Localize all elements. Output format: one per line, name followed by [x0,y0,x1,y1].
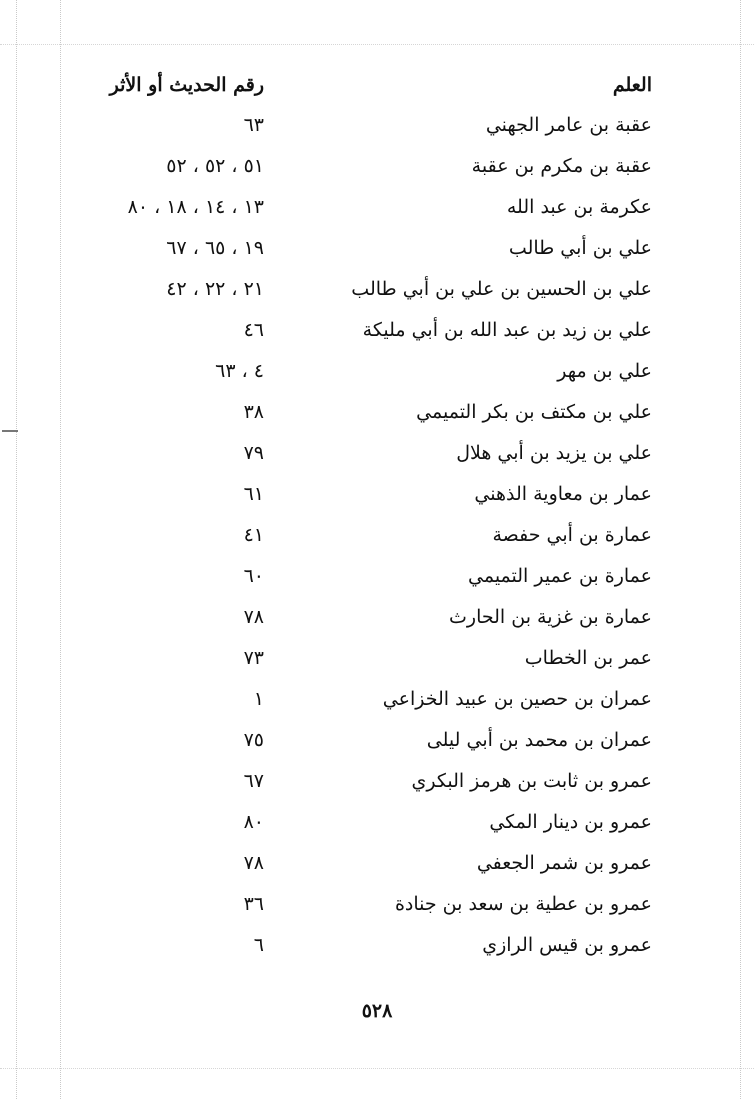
index-row [90,436,656,477]
index-header [90,68,656,108]
index-row [90,641,656,682]
narrator-name: علي بن زيد بن عبد الله بن أبي مليكة [362,319,652,341]
narrator-name: علي بن مهر [557,360,652,382]
narrator-name: عمران بن محمد بن أبي ليلى [426,729,652,751]
reference-numbers: ٦ [253,934,264,956]
index-row [90,477,656,518]
index-row [90,559,656,600]
index-row [90,846,656,887]
scan-guide-line [0,44,754,45]
reference-numbers: ٨٠ [243,811,264,833]
index-row [90,272,656,313]
scan-guide-line [740,0,741,1099]
narrator-name: عمران بن حصين بن عبيد الخزاعي [382,688,652,710]
reference-numbers: ٦٣ [243,114,264,136]
narrator-name: عمرو بن دينار المكي [489,811,652,833]
reference-numbers: ٣٨ [243,401,264,423]
page-number: ٥٢٨ [361,1000,393,1022]
scan-mark [2,430,18,432]
reference-numbers: ٢١ ، ٢٢ ، ٤٢ [166,278,264,300]
reference-numbers: ٦١ [243,483,264,505]
reference-numbers: ٧٩ [243,442,264,464]
narrator-name: عمارة بن أبي حفصة [492,524,652,546]
scan-guide-line [60,0,61,1099]
narrator-name: عمارة بن عمير التميمي [468,565,652,587]
index-row [90,231,656,272]
reference-numbers: ١٣ ، ١٤ ، ١٨ ، ٨٠ [127,196,264,218]
index-row [90,395,656,436]
index-row [90,108,656,149]
narrator-name: عمار بن معاوية الذهني [474,483,652,505]
narrator-name: عمرو بن قيس الرازي [482,934,652,956]
reference-numbers: ١٩ ، ٦٥ ، ٦٧ [166,237,264,259]
reference-numbers: ٦٠ [243,565,264,587]
index-row [90,723,656,764]
index-row [90,887,656,928]
index-list [90,108,656,969]
narrator-name: علي بن الحسين بن علي بن أبي طالب [351,278,652,300]
index-row [90,190,656,231]
reference-numbers: ٣٦ [243,893,264,915]
reference-numbers: ٤١ [243,524,264,546]
reference-numbers: ٧٨ [243,606,264,628]
reference-numbers: ٧٣ [243,647,264,669]
index-row [90,354,656,395]
index-row [90,518,656,559]
narrator-name: علي بن يزيد بن أبي هلال [456,442,652,464]
header-name-label: العلم [612,74,652,96]
narrator-name: عمارة بن غزية بن الحارث [449,606,652,628]
narrator-name: عمرو بن ثابت بن هرمز البكري [411,770,652,792]
index-row [90,805,656,846]
reference-numbers: ٧٥ [243,729,264,751]
reference-numbers: ٦٧ [243,770,264,792]
narrator-name: عمرو بن شمر الجعفي [476,852,652,874]
reference-numbers: ٤ ، ٦٣ [215,360,264,382]
index-row [90,928,656,969]
header-ref-label: رقم الحديث أو الأثر [109,74,264,96]
index-row [90,682,656,723]
narrator-name: عقبة بن عامر الجهني [485,114,652,136]
scan-guide-line [16,0,17,1099]
reference-numbers: ٤٦ [243,319,264,341]
narrator-name: عكرمة بن عبد الله [506,196,652,218]
index-row [90,149,656,190]
reference-numbers: ٧٨ [243,852,264,874]
narrator-name: عمرو بن عطية بن سعد بن جنادة [394,893,652,915]
reference-numbers: ١ [253,688,264,710]
index-row [90,313,656,354]
narrator-name: عمر بن الخطاب [524,647,652,669]
scan-guide-line [0,1068,754,1069]
index-row [90,764,656,805]
narrator-name: علي بن مكتف بن بكر التميمي [416,401,652,423]
index-page [90,68,656,969]
narrator-name: عقبة بن مكرم بن عقبة [471,155,652,177]
narrator-name: علي بن أبي طالب [508,237,652,259]
index-row [90,600,656,641]
reference-numbers: ٥١ ، ٥٢ ، ٥٢ [166,155,264,177]
